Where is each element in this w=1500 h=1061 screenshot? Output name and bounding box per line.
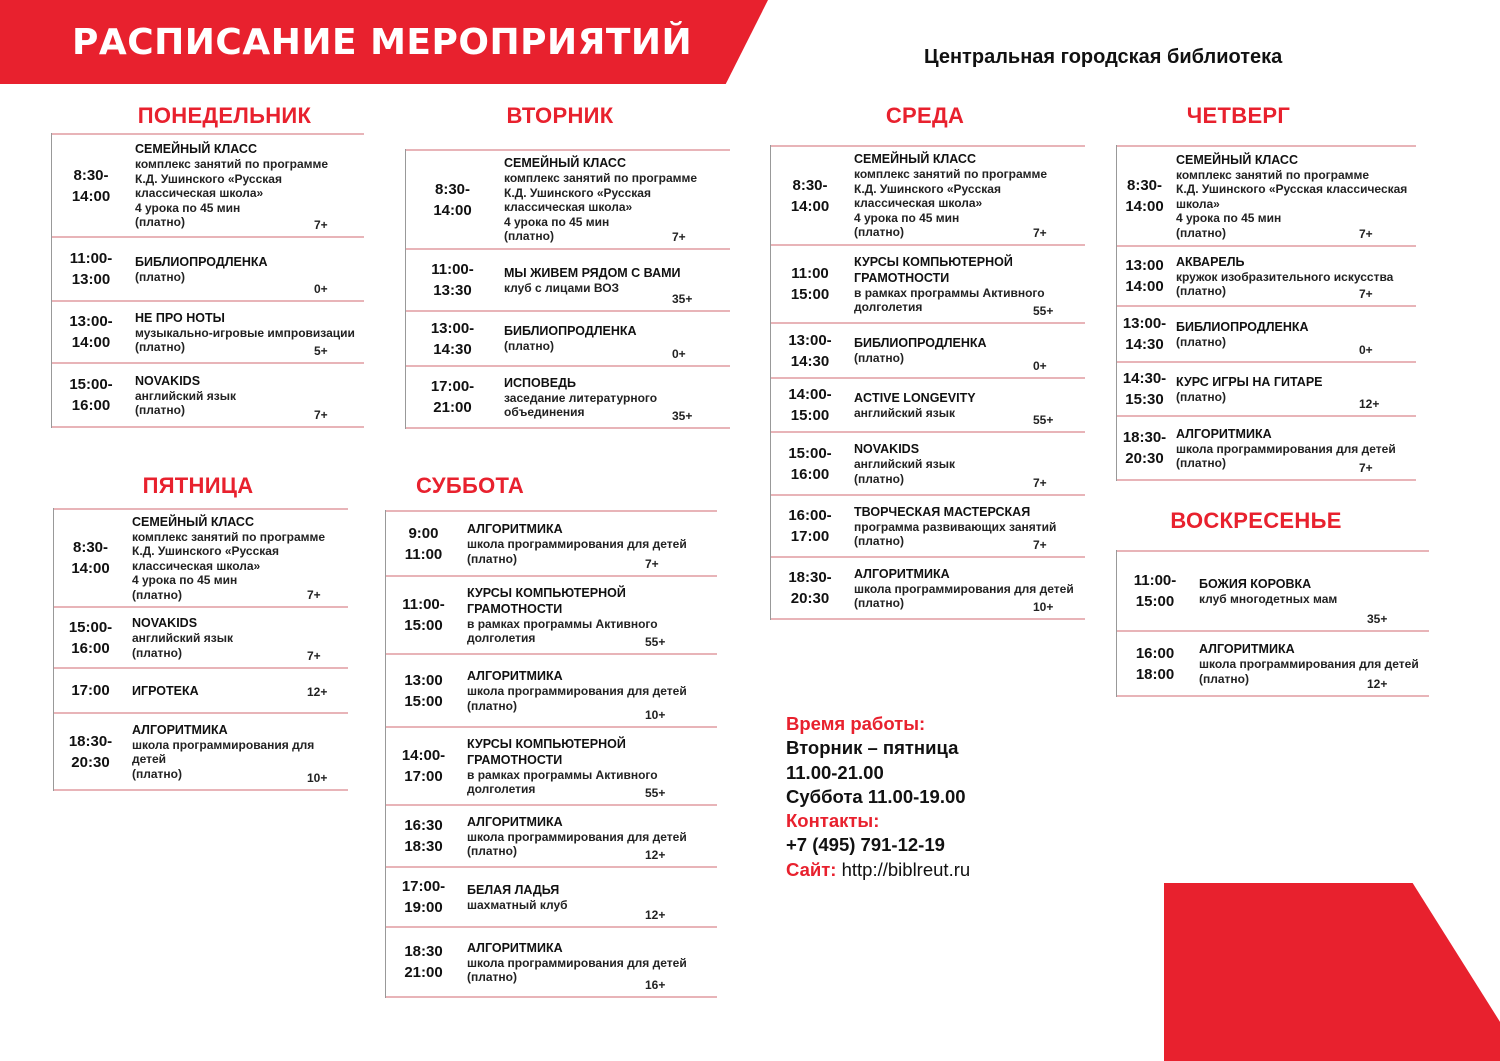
event-time: 14:00- 15:00 — [788, 386, 832, 424]
event-description: (платно) — [1176, 389, 1226, 404]
age-rating: 7+ — [314, 218, 328, 232]
age-rating: 55+ — [1033, 413, 1054, 427]
event-time: 16:00- 17:00 — [788, 507, 832, 545]
event-name: КУРСЫ КОМПЬЮТЕРНОЙ ГРАМОТНОСТИ — [467, 736, 626, 767]
age-rating: 0+ — [314, 282, 328, 296]
event-time: 13:00- 14:00 — [69, 313, 113, 351]
event-row — [54, 608, 348, 669]
age-rating: 5+ — [314, 344, 328, 358]
weekdays-label: Вторник – пятница — [786, 737, 959, 759]
event-info — [1176, 147, 1412, 245]
event-time: 18:30- 20:30 — [1122, 429, 1167, 467]
event-time: 11:00- 15:00 — [1133, 572, 1177, 610]
event-name: БИБЛИОПРОДЛЕНКА — [504, 324, 637, 339]
event-description: музыкально-игровые импровизации (платно) — [135, 325, 355, 354]
schedule-table-tue — [405, 149, 730, 429]
event-description: комплекс занятий по программе К.Д. Ушинского «Русская классическая школа» 4 урока по 45 мин (платно) — [504, 171, 698, 244]
event-row — [771, 246, 1085, 324]
event-time: 17:00- 21:00 — [430, 378, 475, 416]
event-description: клуб с лицами ВОЗ — [504, 280, 620, 295]
event-description: программа развивающих занятий (платно) — [854, 519, 1057, 548]
age-rating: 7+ — [1033, 476, 1047, 490]
age-rating: 10+ — [1033, 600, 1054, 614]
saturday-hours: Суббота 11.00-19.00 — [786, 785, 966, 807]
event-time: 8:30- 14:00 — [1125, 177, 1164, 215]
day-title-thu: ЧЕТВЕРГ — [1186, 103, 1291, 128]
event-description: кружок изобразительного искусства (платно) — [1176, 269, 1394, 298]
age-rating: 7+ — [1359, 227, 1373, 241]
age-rating: 10+ — [307, 771, 328, 785]
event-row — [1117, 247, 1416, 307]
event-row — [386, 655, 717, 728]
event-row — [386, 868, 717, 928]
event-time: 8:30- 14:00 — [71, 539, 110, 577]
event-time: 11:00- 15:00 — [402, 596, 445, 634]
event-info — [467, 868, 713, 926]
event-time: 8:30- 14:00 — [433, 180, 472, 219]
event-name: АЛГОРИТМИКА — [1176, 426, 1272, 441]
event-time: 18:30- 20:30 — [68, 732, 113, 771]
event-description: (платно) — [504, 339, 554, 354]
contact-info — [786, 712, 970, 882]
event-name: ИГРОТЕКА — [132, 683, 199, 698]
schedule-table-thu — [1116, 145, 1416, 481]
event-description: заседание литературного объединения — [504, 390, 658, 419]
event-row — [52, 364, 364, 428]
event-name: НЕ ПРО НОТЫ — [135, 310, 225, 325]
event-time: 17:00 — [71, 682, 110, 699]
age-rating: 55+ — [1033, 304, 1054, 318]
event-info — [467, 577, 713, 653]
age-rating: 35+ — [672, 409, 693, 423]
event-time: 13:00- 14:30 — [788, 331, 832, 370]
event-name: АЛГОРИТМИКА — [467, 522, 563, 536]
event-name: СЕМЕЙНЫЙ КЛАСС — [132, 514, 254, 529]
event-info — [467, 512, 713, 575]
event-info — [504, 312, 726, 365]
event-info — [1176, 247, 1412, 305]
event-info — [854, 496, 1081, 556]
event-info — [504, 151, 726, 248]
event-time: 18:30 21:00 — [404, 943, 443, 981]
event-description: комплекс занятий по программе К.Д. Ушинского «Русская классическая школа» 4 урока по 45 мин (платно) — [854, 167, 1048, 240]
age-rating: 16+ — [645, 978, 666, 992]
event-info — [504, 367, 726, 427]
event-info — [854, 324, 1081, 377]
event-description: школа программирования для детей (платно) — [467, 829, 687, 858]
event-description: в рамках программы Активного долголетия — [854, 285, 1045, 314]
age-rating: 7+ — [1359, 287, 1373, 301]
event-info — [504, 250, 726, 310]
event-time: 13:00 14:00 — [1125, 257, 1164, 295]
event-row — [406, 250, 730, 312]
event-name: БИБЛИОПРОДЛЕНКА — [135, 254, 268, 269]
event-time: 18:30- 20:30 — [788, 569, 832, 607]
age-rating: 12+ — [645, 848, 666, 862]
event-name: АЛГОРИТМИКА — [1199, 642, 1295, 656]
event-row — [1117, 363, 1416, 417]
event-name: БЕЛАЯ ЛАДЬЯ — [467, 882, 560, 897]
event-name: СЕМЕЙНЫЙ КЛАСС — [504, 156, 626, 171]
event-time: 15:00- 16:00 — [68, 618, 113, 657]
event-info — [467, 928, 713, 996]
event-info — [1176, 417, 1412, 479]
contacts-label: Контакты: — [786, 810, 880, 832]
site-label: Сайт: — [786, 858, 837, 880]
age-rating: 10+ — [645, 708, 666, 722]
event-name: КУРСЫ КОМПЬЮТЕРНОЙ ГРАМОТНОСТИ — [854, 254, 1013, 285]
event-name: БОЖИЯ КОРОВКА — [1199, 576, 1312, 591]
event-name: ТВОРЧЕСКАЯ МАСТЕРСКАЯ — [854, 504, 1031, 519]
age-rating: 0+ — [672, 347, 686, 361]
event-description: английский язык (платно) — [854, 457, 955, 486]
event-row — [406, 149, 730, 250]
event-row — [54, 669, 348, 714]
event-row — [54, 714, 348, 791]
event-row — [386, 728, 717, 806]
event-description: школа программирования для детей (платно) — [132, 737, 315, 781]
event-row — [52, 302, 364, 364]
age-rating: 12+ — [645, 908, 666, 922]
event-description: (платно) — [854, 351, 904, 366]
event-name: ACTIVE LONGEVITY — [854, 390, 976, 405]
age-rating: 55+ — [645, 786, 666, 800]
event-name: СЕМЕЙНЫЙ КЛАСС — [854, 152, 976, 167]
age-rating: 0+ — [1359, 343, 1373, 357]
event-row — [1117, 307, 1416, 363]
age-rating: 7+ — [307, 588, 321, 602]
age-rating: 7+ — [314, 408, 328, 422]
event-time: 8:30- 14:00 — [790, 176, 830, 215]
schedule-table-wed — [770, 145, 1085, 620]
event-description: в рамках программы Активного долголетия — [467, 616, 658, 645]
event-time: 13:00- 14:30 — [1122, 315, 1167, 353]
event-time: 14:00- 17:00 — [401, 747, 446, 785]
event-name: NOVAKIDS — [135, 373, 201, 388]
event-info — [467, 655, 713, 726]
event-name: СЕМЕЙНЫЙ КЛАСС — [135, 142, 257, 157]
event-time: 8:30- 14:00 — [71, 166, 111, 205]
event-info — [467, 806, 713, 866]
age-rating: 55+ — [645, 635, 666, 649]
event-description: школа программирования для детей (платно) — [1199, 657, 1419, 686]
event-description: клуб многодетных мам — [1199, 591, 1338, 606]
event-name: NOVAKIDS — [854, 442, 920, 456]
age-rating: 12+ — [1367, 677, 1388, 691]
event-time: 11:00 15:00 — [790, 265, 830, 303]
event-description: (платно) — [1176, 334, 1226, 349]
day-title-tue: ВТОРНИК — [506, 103, 614, 128]
event-time: 15:00- 16:00 — [69, 376, 113, 414]
event-name: АЛГОРИТМИКА — [467, 940, 563, 955]
event-description: шахматный клуб — [467, 897, 568, 912]
event-description: школа программирования для детей (платно) — [467, 955, 687, 984]
age-rating: 7+ — [672, 230, 686, 244]
hours-label: Время работы: — [786, 713, 926, 734]
event-name: КУРС ИГРЫ НА ГИТАРЕ — [1176, 374, 1323, 389]
age-rating: 35+ — [1367, 612, 1388, 626]
event-row — [406, 367, 730, 429]
event-row — [771, 496, 1085, 558]
event-row — [771, 433, 1085, 496]
event-time: 17:00- 19:00 — [401, 878, 446, 916]
schedule-table-sun — [1116, 550, 1429, 697]
event-row — [386, 577, 717, 655]
event-row — [771, 145, 1085, 246]
event-name: NOVAKIDS — [132, 616, 198, 630]
event-time: 15:00- 16:00 — [788, 444, 832, 483]
corner-decoration — [1164, 883, 1500, 1061]
event-time: 16:30 18:30 — [404, 817, 443, 855]
day-title-fri: ПЯТНИЦА — [142, 473, 254, 498]
event-info — [854, 433, 1081, 494]
event-time: 11:00- 13:30 — [431, 261, 474, 299]
event-description: английский язык (платно) — [135, 388, 236, 417]
event-time: 14:30- 15:30 — [1122, 370, 1167, 408]
page-title: РАСПИСАНИЕ МЕРОПРИЯТИЙ — [72, 22, 693, 63]
age-rating: 35+ — [672, 292, 693, 306]
event-row — [386, 928, 717, 998]
age-rating: 7+ — [307, 649, 321, 663]
event-description: комплекс занятий по программе К.Д. Ушинского «Русская классическая школа» 4 урока по 45 мин (платно) — [1176, 167, 1408, 240]
age-rating: 7+ — [1033, 538, 1047, 552]
weekdays-hours: 11.00-21.00 — [786, 761, 884, 783]
event-description: школа программирования для детей (платно) — [467, 684, 687, 713]
age-rating: 12+ — [1359, 397, 1380, 411]
age-rating: 12+ — [307, 685, 328, 699]
event-time: 13:00- 14:30 — [430, 319, 475, 358]
event-row — [52, 238, 364, 302]
event-name: АЛГОРИТМИКА — [467, 814, 563, 829]
event-info — [854, 147, 1081, 244]
event-name: МЫ ЖИВЕМ РЯДОМ С ВАМИ — [504, 265, 681, 280]
day-title-wed: СРЕДА — [885, 103, 965, 128]
event-name: ИСПОВЕДЬ — [504, 375, 576, 390]
event-row — [771, 324, 1085, 379]
event-name: СЕМЕЙНЫЙ КЛАСС — [1176, 152, 1298, 167]
phone-number: +7 (495) 791-12-19 — [786, 834, 945, 856]
event-description: школа программирования для детей (платно) — [1176, 441, 1396, 470]
event-row — [386, 510, 717, 577]
event-description: английский язык (платно) — [132, 631, 233, 660]
schedule-table-mon — [51, 133, 364, 428]
event-name: АЛГОРИТМИКА — [467, 669, 563, 683]
event-info — [1176, 307, 1412, 361]
age-rating: 0+ — [1033, 359, 1047, 373]
day-title-sun: ВОСКРЕСЕНЬЕ — [1170, 508, 1342, 533]
event-description: школа программирования для детей (платно) — [467, 537, 687, 566]
site-link[interactable]: http://biblreut.ru — [841, 858, 971, 880]
event-description: комплекс занятий по программе К.Д. Ушинского «Русская классическая школа» 4 урока по 45 мин (платно) — [135, 157, 329, 230]
event-row — [1117, 632, 1429, 697]
event-name: АЛГОРИТМИКА — [132, 722, 228, 737]
event-row — [771, 558, 1085, 620]
event-info — [1199, 552, 1425, 630]
day-title-sat: СУББОТА — [415, 473, 525, 498]
event-row — [54, 508, 348, 608]
event-name: АЛГОРИТМИКА — [854, 566, 950, 581]
event-description: (платно) — [135, 269, 185, 284]
age-rating: 7+ — [1359, 461, 1373, 475]
library-name: Центральная городская библиотека — [924, 46, 1283, 68]
event-row — [406, 312, 730, 367]
event-name: БИБЛИОПРОДЛЕНКА — [1176, 319, 1309, 334]
age-rating: 7+ — [1033, 226, 1047, 240]
event-row — [771, 379, 1085, 433]
event-description: школа программирования для детей (платно) — [854, 581, 1074, 610]
event-row — [1117, 550, 1429, 632]
event-description: в рамках программы Активного долголетия — [467, 767, 658, 796]
event-name: БИБЛИОПРОДЛЕНКА — [854, 336, 987, 351]
event-description: комплекс занятий по программе К.Д. Ушинского «Русская классическая школа» 4 урока по 45 мин (платно) — [132, 529, 326, 602]
event-info — [467, 728, 713, 804]
event-info — [1199, 632, 1425, 695]
age-rating: 7+ — [645, 557, 659, 571]
schedule-table-fri — [53, 508, 348, 791]
event-name: АКВАРЕЛЬ — [1176, 254, 1245, 269]
event-row — [1117, 145, 1416, 247]
schedule-table-sat — [385, 510, 717, 998]
event-time: 9:00 11:00 — [404, 524, 443, 563]
event-time: 11:00- 13:00 — [69, 250, 113, 288]
event-row — [52, 133, 364, 238]
event-row — [386, 806, 717, 868]
event-description: английский язык — [854, 405, 955, 420]
event-row — [1117, 417, 1416, 481]
event-time: 16:00 18:00 — [1135, 644, 1175, 683]
event-name: КУРСЫ КОМПЬЮТЕРНОЙ ГРАМОТНОСТИ — [467, 585, 626, 616]
day-title-mon: ПОНЕДЕЛЬНИК — [137, 103, 312, 128]
event-time: 13:00 15:00 — [404, 671, 443, 710]
